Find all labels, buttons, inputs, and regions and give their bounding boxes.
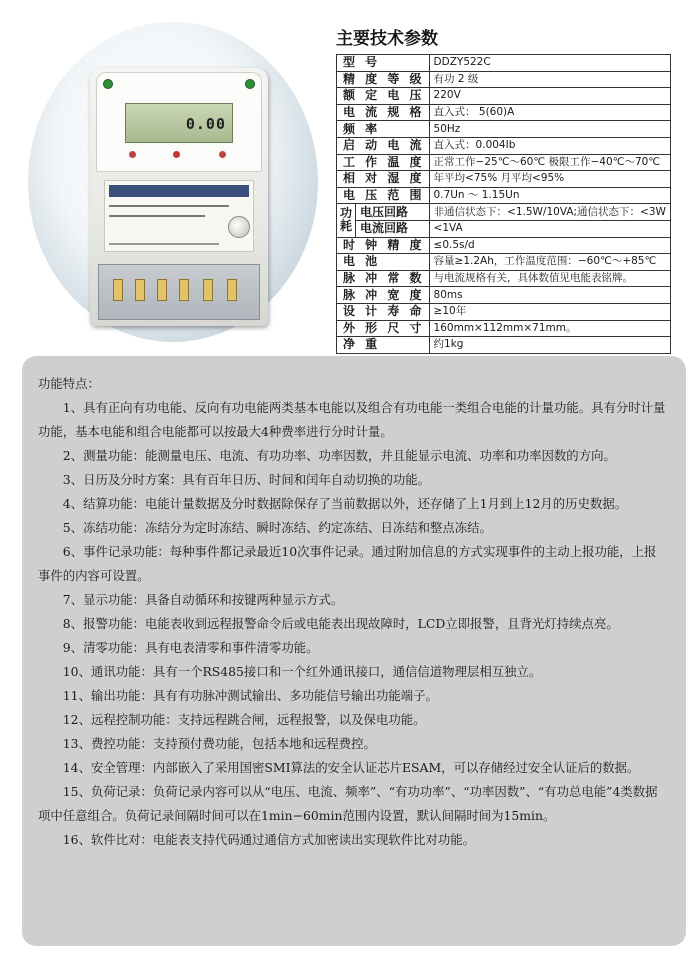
- spec-value: ≥10年: [429, 303, 670, 320]
- spec-label: 相 对 湿 度: [337, 171, 430, 188]
- feature-item: 13、费控功能：支持预付费功能，包括本地和远程费控。: [62, 736, 376, 751]
- feature-item: 14、安全管理：内部嵌入了采用国密SMI算法的安全认证芯片ESAM，可以存储经过安全认证后的数据。: [62, 760, 640, 775]
- spec-row: [337, 187, 671, 204]
- feature-item: 2、测量功能：能测量电压、电流、有功功率、功率因数，并且能显示电流、功率和功率因数的方向。: [62, 448, 616, 463]
- spec-value: ≤0.5s/d: [429, 237, 670, 254]
- feature-item: 11、输出功能：具有有功脉冲测试输出、多功能信号输出功能端子。: [62, 688, 438, 703]
- spec-value: 约1kg: [429, 337, 670, 354]
- spec-value: 直入式：0.004Ib: [429, 137, 670, 154]
- spec-row: [337, 137, 671, 154]
- feature-item: 6、事件记录功能：每种事件都记录最近10次事件记录。通过附加信息的方式实现事件的主动上报功能，上报事件的内容可设置。: [38, 544, 657, 583]
- spec-value: 与电流规格有关，具体数值见电能表铭牌。: [429, 270, 670, 287]
- spec-row: [337, 254, 671, 271]
- spec-row: [337, 55, 671, 72]
- spec-value: 非通信状态下：<1.5W/10VA;通信状态下：<3W: [429, 204, 670, 221]
- terminal-icon: [203, 279, 213, 301]
- features-list: [38, 372, 668, 852]
- nameplate-line: [109, 215, 205, 217]
- spec-label: 电 流 规 格: [337, 104, 430, 121]
- electric-meter-image: [90, 68, 268, 326]
- nameplate-line: [109, 205, 229, 207]
- spec-label: 脉 冲 宽 度: [337, 287, 430, 304]
- spec-title: 主要技术参数: [336, 29, 438, 49]
- spec-label: 精 度 等 级: [337, 71, 430, 88]
- terminal-icon: [113, 279, 123, 301]
- spec-value: DDZY522C: [429, 55, 670, 72]
- terminal-icon: [227, 279, 237, 301]
- spec-label: 电压回路: [355, 204, 429, 221]
- meter-knob-icon: [228, 216, 250, 238]
- spec-value: 有功 2 级: [429, 71, 670, 88]
- spec-label: 工 作 温 度: [337, 154, 430, 171]
- product-photo: [28, 22, 318, 342]
- terminal-icon: [135, 279, 145, 301]
- led-icon: [129, 151, 136, 158]
- spec-value: 年平均<75% 月平均<95%: [429, 171, 670, 188]
- spec-value: 80ms: [429, 287, 670, 304]
- spec-row: [337, 337, 671, 354]
- feature-item: 5、冻结功能：冻结分为定时冻结、瞬时冻结、约定冻结、日冻结和整点冻结。: [62, 520, 492, 535]
- meter-lcd: [125, 103, 233, 143]
- feature-item: 16、软件比对：电能表支持代码通过通信方式加密读出实现软件比对功能。: [62, 832, 476, 847]
- spec-label: 脉 冲 常 数: [337, 270, 430, 287]
- spec-label: 额 定 电 压: [337, 88, 430, 105]
- spec-value: 0.7Un ～ 1.15Un: [429, 187, 670, 204]
- terminal-icon: [157, 279, 167, 301]
- meter-terminal-cover: [98, 264, 260, 320]
- feature-item: 15、负荷记录：负荷记录内容可以从“电压、电流、频率”、“有功功率”、“功率因数”、“有功总电能”4类数据项中任意组合。负荷记录间隔时间可以在1min−60min范围内设置，默认间隔时间为15min。: [38, 784, 658, 823]
- terminal-icon: [179, 279, 189, 301]
- spec-label: 设 计 寿 命: [337, 303, 430, 320]
- spec-label: 电 压 范 围: [337, 187, 430, 204]
- spec-row: [337, 287, 671, 304]
- feature-item: 4、结算功能：电能计量数据及分时数据除保存了当前数据以外，还存储了上1月到上12月的历史数据。: [62, 496, 628, 511]
- spec-row: [337, 320, 671, 337]
- spec-label: 频 率: [337, 121, 430, 138]
- spec-row: [337, 270, 671, 287]
- spec-value: 容量≥1.2Ah，工作温度范围：−60℃～+85℃: [429, 254, 670, 271]
- spec-row: [337, 237, 671, 254]
- spec-row-power: [337, 204, 671, 221]
- spec-group-label: 功 耗: [337, 204, 356, 237]
- spec-row: [337, 303, 671, 320]
- nameplate-line: [109, 243, 219, 245]
- lcd-reading: 0.00: [185, 115, 226, 133]
- nameplate-strip: [109, 185, 249, 197]
- meter-indicator-leds: [127, 151, 231, 161]
- spec-table: [336, 54, 671, 354]
- spec-value: 正常工作−25℃～60℃ 极限工作−40℃～70℃: [429, 154, 670, 171]
- spec-value: 直入式： 5(60)A: [429, 104, 670, 121]
- feature-item: 1、具有正向有功电能、反向有功电能两类基本电能以及组合有功电能一类组合电能的计量功能。具有分时计量功能，基本电能和组合电能都可以按最大4种费率进行分时计量。: [38, 400, 666, 439]
- meter-nameplate: [104, 180, 254, 252]
- spec-row: [337, 104, 671, 121]
- feature-item: 12、远程控制功能：支持远程跳合闸，远程报警，以及保电功能。: [62, 712, 426, 727]
- screw-icon: [103, 79, 113, 89]
- features-heading: 功能特点：: [38, 376, 100, 391]
- feature-item: 3、日历及分时方案：具有百年日历、时间和闰年自动切换的功能。: [62, 472, 431, 487]
- spec-label: 电 池: [337, 254, 430, 271]
- spec-label: 型 号: [337, 55, 430, 72]
- screw-icon: [245, 79, 255, 89]
- spec-label: 电流回路: [355, 220, 429, 237]
- spec-value: 220V: [429, 88, 670, 105]
- spec-value: 160mm×112mm×71mm。: [429, 320, 670, 337]
- spec-value: <1VA: [429, 220, 670, 237]
- spec-label: 启 动 电 流: [337, 137, 430, 154]
- led-icon: [173, 151, 180, 158]
- feature-item: 7、显示功能：具备自动循环和按键两种显示方式。: [62, 592, 344, 607]
- feature-item: 9、清零功能：具有电表清零和事件清零功能。: [62, 640, 319, 655]
- spec-label: 时 钟 精 度: [337, 237, 430, 254]
- feature-item: 8、报警功能：电能表收到远程报警命令后或电能表出现故障时，LCD立即报警，且背光灯持续点亮。: [62, 616, 619, 631]
- spec-label: 外 形 尺 寸: [337, 320, 430, 337]
- spec-label: 净 重: [337, 337, 430, 354]
- led-icon: [219, 151, 226, 158]
- spec-row: [337, 71, 671, 88]
- feature-item: 10、通讯功能：具有一个RS485接口和一个红外通讯接口，通信信道物理层相互独立。: [62, 664, 542, 679]
- spec-row: [337, 154, 671, 171]
- spec-row-power: [337, 220, 671, 237]
- spec-value: 50Hz: [429, 121, 670, 138]
- spec-row: [337, 171, 671, 188]
- spec-row: [337, 88, 671, 105]
- meter-front-panel: [96, 72, 262, 172]
- spec-row: [337, 121, 671, 138]
